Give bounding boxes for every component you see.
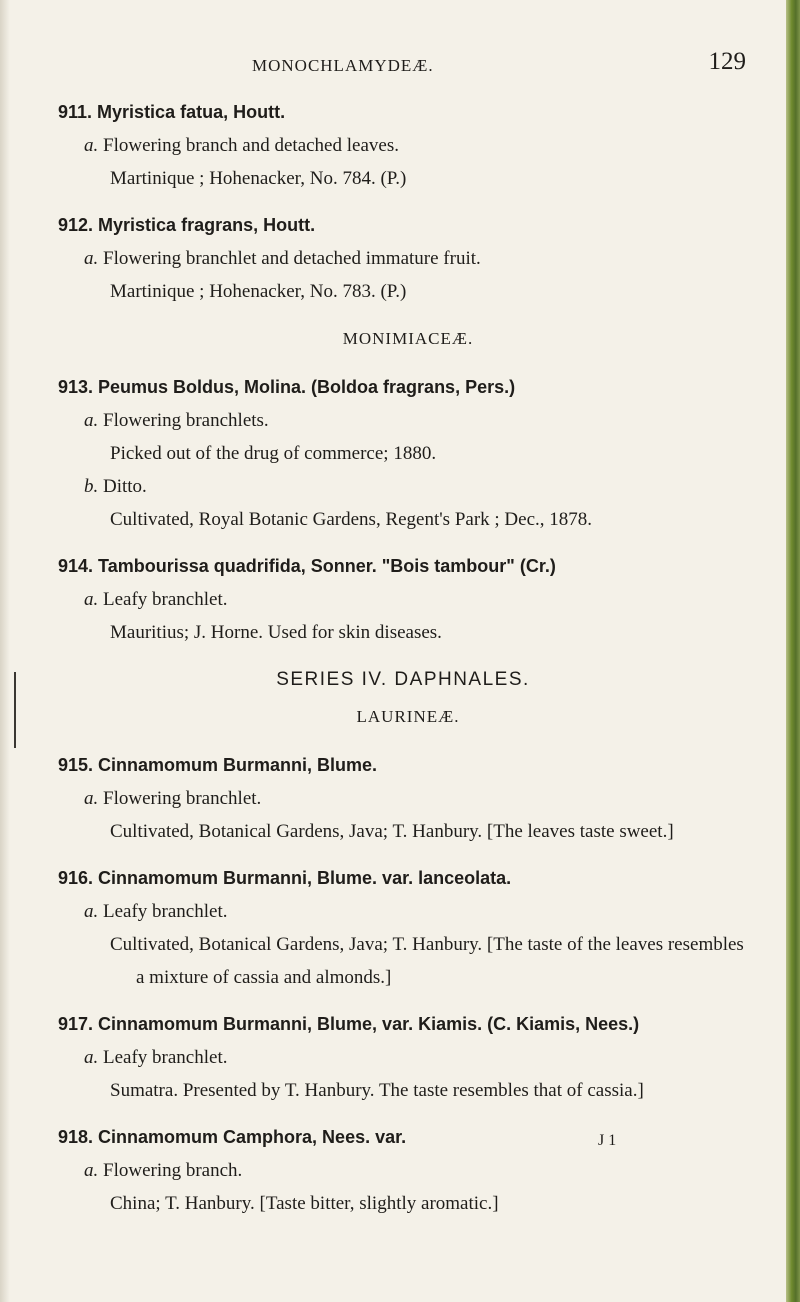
series-heading: SERIES IV. DAPHNALES. [276,669,530,690]
entry-heading: 916. Cinnamomum Burmanni, Blume. var. lanceolata. [58,868,512,888]
specimen-source: Martinique ; Hohenacker, No. 783. (P.) [110,281,407,302]
specimen-letter: a. [84,248,99,269]
page-number: 129 [708,48,746,75]
specimen-line [58,583,748,616]
specimen-source: Martinique ; Hohenacker, No. 784. (P.) [110,168,407,189]
specimen-description: Leafy branchlet. [103,1047,228,1068]
catalogue-entry [58,371,748,536]
entry-heading: 912. Myristica fragrans, Houtt. [58,215,316,235]
specimen-line [58,895,748,928]
specimen-source: Sumatra. Presented by T. Hanbury. The taste resembles that of cassia.] [110,1080,644,1101]
specimen-description: Ditto. [103,476,147,497]
catalogue-entry [58,550,748,649]
document-body [58,96,748,1234]
specimen-description: Flowering branchlet. [103,788,262,809]
entry-heading: 914. Tambourissa quadrifida, Sonner. "Bois tambour" (Cr.) [58,556,556,576]
entry-heading: 918. Cinnamomum Camphora, Nees. var. [58,1127,407,1147]
catalogue-entry [58,209,748,308]
specimen-source: Cultivated, Royal Botanic Gardens, Regent's Park ; Dec., 1878. [110,509,593,530]
specimen-letter: a. [84,135,99,156]
specimen-letter: a. [84,1160,99,1181]
specimen-description: Flowering branchlets. [103,410,269,431]
specimen-line [58,129,748,162]
entry-heading: 911. Myristica fatua, Houtt. [58,102,286,122]
specimen-source: Cultivated, Botanical Gardens, Java; T. Hanbury. [The taste of the leaves resembles a mixture of cassia and almonds.] [110,934,744,988]
specimen-line [58,1041,748,1074]
entry-heading: 917. Cinnamomum Burmanni, Blume, var. Kiamis. (C. Kiamis, Nees.) [58,1014,640,1034]
specimen-line [58,1154,748,1187]
specimen-line [58,782,748,815]
specimen-line [58,470,748,503]
family-heading: MONIMIACEÆ. [342,329,474,348]
specimen-description: Flowering branchlet and detached immature fruit. [103,248,481,269]
specimen-line [58,404,748,437]
specimen-description: Flowering branch and detached leaves. [103,135,399,156]
margin-rule [14,672,16,748]
catalogue-entry [58,1121,748,1220]
specimen-letter: b. [84,476,99,497]
catalogue-entry [58,1008,748,1107]
specimen-source: Mauritius; J. Horne. Used for skin diseases. [110,622,442,643]
specimen-letter: a. [84,901,99,922]
catalogue-entry [58,862,748,994]
specimen-letter: a. [84,410,99,431]
entry-heading: 913. Peumus Boldus, Molina. (Boldoa fragrans, Pers.) [58,377,516,397]
specimen-letter: a. [84,788,99,809]
document-page [58,0,748,1302]
family-heading: LAURINEÆ. [356,707,460,726]
page-gutter-shadow [0,0,10,1302]
catalogue-entry [58,96,748,195]
running-head [58,48,748,82]
specimen-source: Cultivated, Botanical Gardens, Java; T. Hanbury. [The leaves taste sweet.] [110,821,674,842]
book-edge [786,0,800,1302]
running-head-title: MONOCHLAMYDEÆ. [252,56,434,75]
specimen-letter: a. [84,1047,99,1068]
specimen-description: Flowering branch. [103,1160,243,1181]
specimen-source: Picked out of the drug of commerce; 1880. [110,443,437,464]
specimen-description: Leafy branchlet. [103,901,228,922]
specimen-source: China; T. Hanbury. [Taste bitter, slightly aromatic.] [110,1193,499,1214]
specimen-line [58,242,748,275]
specimen-letter: a. [84,589,99,610]
specimen-description: Leafy branchlet. [103,589,228,610]
entry-heading: 915. Cinnamomum Burmanni, Blume. [58,755,378,775]
signature-mark: J 1 [598,1132,617,1149]
catalogue-entry [58,749,748,848]
